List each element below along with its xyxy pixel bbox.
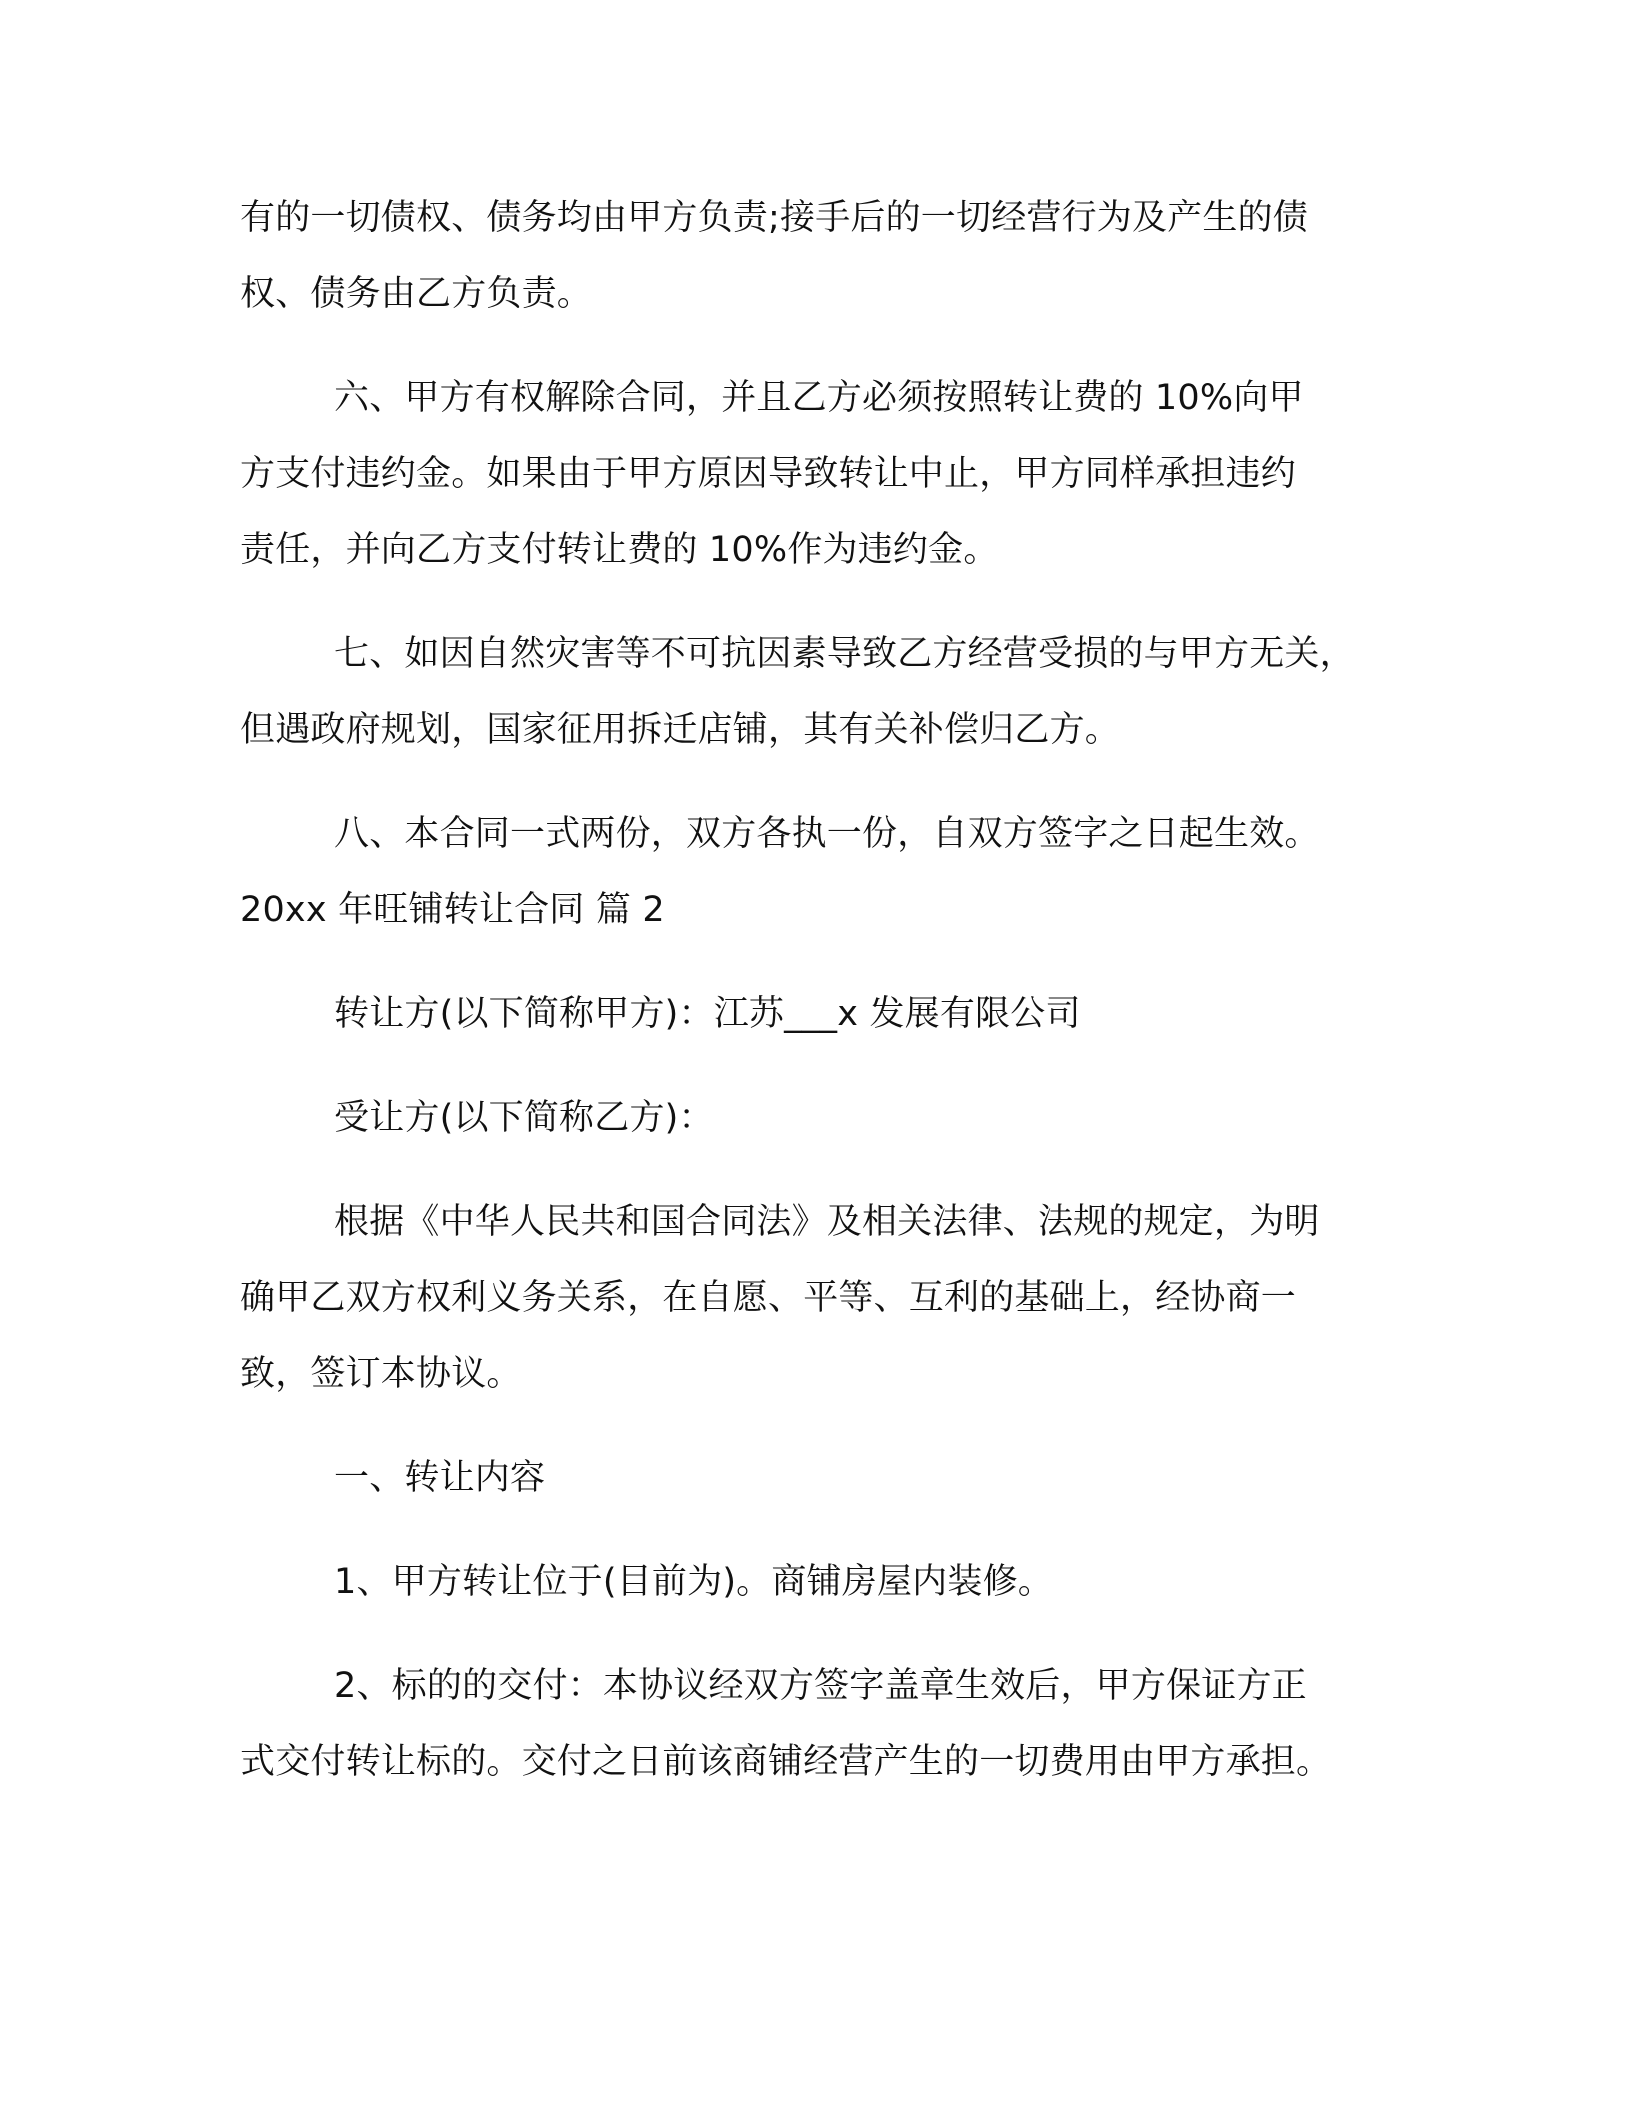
text-line: 式交付转让标的。交付之日前该商铺经营产生的一切费用由甲方承担。 [240,1742,1332,1782]
text-line: 确甲乙双方权利义务关系，在自愿、平等、互利的基础上，经协商一 [240,1278,1297,1318]
preamble-line: 根据《中华人民共和国合同法》及相关法律、法规的规定，为明 [334,1202,1320,1242]
text-line: 责任，并向乙方支付转让费的 10%作为违约金。 [240,530,999,570]
item-two: 2、标的的交付：本协议经双方签字盖章生效后，甲方保证方正 [334,1666,1307,1706]
clause-eight: 八、本合同一式两份，双方各执一份，自双方签字之日起生效。 [334,814,1320,854]
transferee-line: 受让方(以下简称乙方)： [334,1098,714,1138]
text-line: 有的一切债权、债务均由甲方负责;接手后的一切经营行为及产生的债 [240,198,1308,238]
item-one: 1、甲方转让位于(目前为)。商铺房屋内装修。 [334,1562,1053,1602]
clause-heading: 一、转让内容 [334,1458,546,1498]
text-line: 但遇政府规划，国家征用拆迁店铺，其有关补偿归乙方。 [240,710,1121,750]
text-line: 权、债务由乙方负责。 [240,274,593,314]
section-heading: 20xx 年旺铺转让合同 篇 2 [240,890,665,930]
clause-seven: 七、如因自然灾害等不可抗因素导致乙方经营受损的与甲方无关， [334,634,1355,674]
transferor-line: 转让方(以下简称甲方)：江苏___x 发展有限公司 [334,994,1081,1034]
clause-six: 六、甲方有权解除合同，并且乙方必须按照转让费的 10%向甲 [334,378,1304,418]
text-line: 方支付违约金。如果由于甲方原因导致转让中止，甲方同样承担违约 [240,454,1297,494]
text-line: 致，签订本协议。 [240,1354,522,1394]
